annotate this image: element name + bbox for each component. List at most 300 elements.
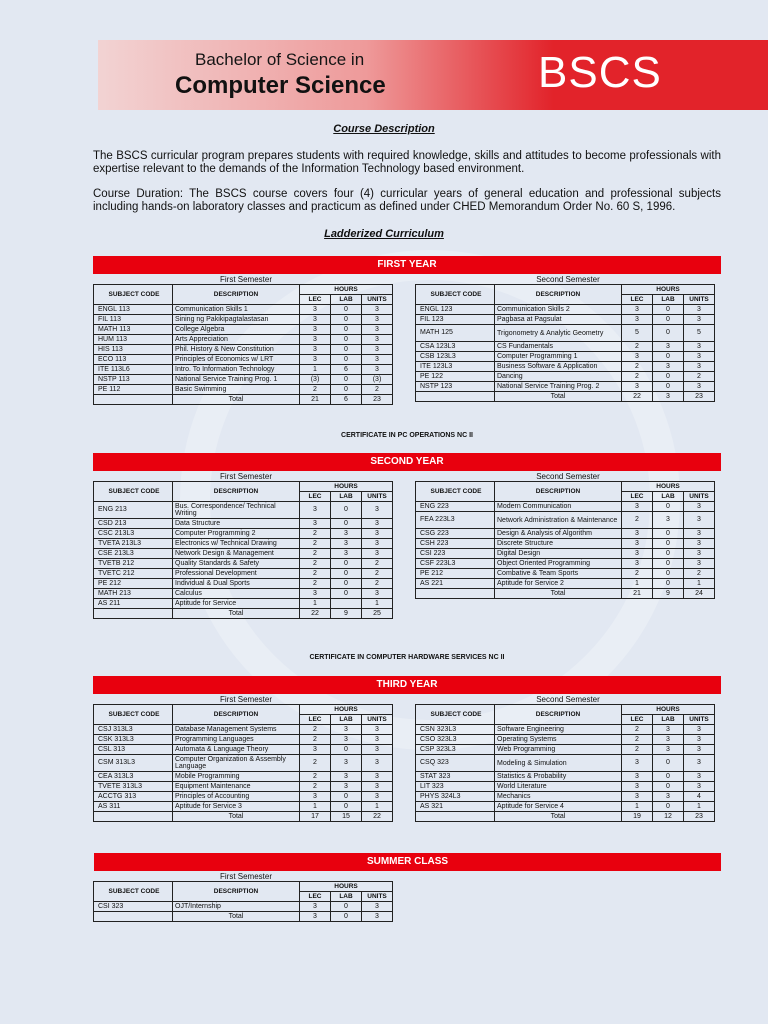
lab-hours: 0 (331, 315, 362, 325)
lab-hours: 3 (653, 745, 684, 755)
units: 3 (362, 355, 393, 365)
subject-code: HUM 113 (94, 335, 173, 345)
lec-hours: 2 (622, 342, 653, 352)
lec-hours: 2 (300, 735, 331, 745)
description-paragraph: The BSCS curricular program prepares students with required knowledge, skills and attitudes to become professionals with expertise relevant to the demands of the Information Technology based environment. (93, 150, 721, 175)
lab-hours: 0 (331, 375, 362, 385)
units: 3 (684, 512, 715, 529)
units: 3 (684, 352, 715, 362)
units-header: UNITS (362, 715, 393, 725)
subject-code: ACCTG 313 (94, 792, 173, 802)
table-row (94, 315, 393, 325)
lec-hours: 3 (622, 352, 653, 362)
units: 2 (362, 385, 393, 395)
lec-hours: 3 (622, 549, 653, 559)
lab-hours: 0 (653, 382, 684, 392)
lab-hours: 0 (331, 792, 362, 802)
subject-code: CSH 223 (416, 539, 495, 549)
subject-code: CSO 323L3 (416, 735, 495, 745)
subject-description: Aptitude for Service 3 (173, 802, 300, 812)
table-row (94, 599, 393, 609)
table-row (94, 549, 393, 559)
subject-code: FIL 113 (94, 315, 173, 325)
lec-hours: 2 (622, 362, 653, 372)
table-row (94, 345, 393, 355)
units: (3) (362, 375, 393, 385)
total-spacer (94, 912, 173, 922)
lab-hours: 3 (331, 755, 362, 772)
lec-hours: 2 (300, 755, 331, 772)
table-row (94, 735, 393, 745)
subject-code: TVETB 212 (94, 559, 173, 569)
lab-hours: 0 (653, 549, 684, 559)
lab-hours: 0 (331, 559, 362, 569)
banner-subtitle: Bachelor of Science in (195, 50, 365, 69)
lab-hours: 0 (331, 345, 362, 355)
table-row (94, 539, 393, 549)
subject-description: National Service Training Prog. 1 (173, 375, 300, 385)
lab-header: LAB (331, 715, 362, 725)
description-header: DESCRIPTION (173, 285, 300, 305)
units: 3 (684, 782, 715, 792)
subject-description: Object Oriented Programming (495, 559, 622, 569)
table-row (416, 569, 715, 579)
total-units: 23 (362, 395, 393, 405)
subject-code: TVETE 313L3 (94, 782, 173, 792)
subject-code-header: SUBJECT CODE (94, 882, 173, 902)
hours-header: HOURS (300, 285, 393, 295)
first-semester-label: First Semester (219, 872, 272, 881)
subject-description: Intro. To Information Technology (173, 365, 300, 375)
lec-hours: 3 (300, 902, 331, 912)
lab-hours: 0 (331, 305, 362, 315)
subject-description: Principles of Accounting (173, 792, 300, 802)
total-label: Total (173, 395, 300, 405)
subject-description: OJT/Internship (173, 902, 300, 912)
units: 4 (684, 792, 715, 802)
units-header: UNITS (362, 295, 393, 305)
first-semester-label: First Semester (219, 695, 272, 704)
lec-hours: 3 (622, 772, 653, 782)
subject-code: CSI 223 (416, 549, 495, 559)
lab-header: LAB (653, 295, 684, 305)
lec-hours: 3 (300, 305, 331, 315)
subject-description: Modeling & Simulation (495, 755, 622, 772)
units-header: UNITS (362, 492, 393, 502)
units: 3 (362, 539, 393, 549)
lec-hours: 2 (622, 512, 653, 529)
table-row (94, 305, 393, 315)
subject-code: CSB 123L3 (416, 352, 495, 362)
subject-code: CEA 313L3 (94, 772, 173, 782)
table-row (416, 792, 715, 802)
lec-hours: 2 (622, 372, 653, 382)
lab-header: LAB (331, 295, 362, 305)
lab-hours: 0 (653, 802, 684, 812)
subject-description: Statistics & Probability (495, 772, 622, 782)
lec-hours: 3 (622, 529, 653, 539)
subject-description: CS Fundamentals (495, 342, 622, 352)
total-units: 24 (684, 589, 715, 599)
subject-code: ENGL 113 (94, 305, 173, 315)
total-row (94, 912, 393, 922)
subject-description: Data Structure (173, 519, 300, 529)
lab-hours: 0 (331, 325, 362, 335)
lab-hours: 3 (653, 342, 684, 352)
lec-hours: 2 (622, 725, 653, 735)
lec-hours: 2 (300, 559, 331, 569)
table-row (94, 902, 393, 912)
lab-hours: 0 (653, 305, 684, 315)
subject-description: Web Programming (495, 745, 622, 755)
lec-hours: 2 (622, 735, 653, 745)
subject-description: Professional Development (173, 569, 300, 579)
lab-hours: 0 (331, 589, 362, 599)
lab-hours: 0 (331, 902, 362, 912)
lab-hours: 0 (331, 569, 362, 579)
total-row (94, 609, 393, 619)
lab-hours: 0 (653, 502, 684, 512)
subject-description: National Service Training Prog. 2 (495, 382, 622, 392)
table-row (416, 782, 715, 792)
table-row (416, 362, 715, 372)
subject-code: TVETC 212 (94, 569, 173, 579)
subject-description: Aptitude for Service (173, 599, 300, 609)
units: 3 (362, 519, 393, 529)
total-units: 3 (362, 912, 393, 922)
lec-hours: 3 (622, 755, 653, 772)
subject-code: AS 211 (94, 599, 173, 609)
total-spacer (94, 812, 173, 822)
table-row (94, 579, 393, 589)
units: 2 (362, 559, 393, 569)
subject-description: Network Administration & Maintenance (495, 512, 622, 529)
units: 3 (362, 549, 393, 559)
subject-description: Basic Swimming (173, 385, 300, 395)
lec-hours: 2 (300, 539, 331, 549)
subject-code: ITE 113L6 (94, 365, 173, 375)
table-row (94, 569, 393, 579)
subject-code: PE 212 (416, 569, 495, 579)
lec-hours: 2 (300, 549, 331, 559)
table-row (94, 782, 393, 792)
total-row (416, 589, 715, 599)
subject-description: Communication Skills 1 (173, 305, 300, 315)
subject-code: NSTP 113 (94, 375, 173, 385)
subject-description: Network Design & Management (173, 549, 300, 559)
subject-code: ENG 213 (94, 502, 173, 519)
lab-hours: 3 (331, 772, 362, 782)
total-spacer (416, 812, 495, 822)
units: 1 (362, 802, 393, 812)
total-label: Total (495, 812, 622, 822)
total-label: Total (173, 912, 300, 922)
units: 3 (362, 772, 393, 782)
total-units: 23 (684, 812, 715, 822)
subject-description: Programming Languages (173, 735, 300, 745)
subject-description: Modern Communication (495, 502, 622, 512)
lab-hours: 3 (331, 529, 362, 539)
units: 3 (684, 725, 715, 735)
subject-code: CSJ 313L3 (94, 725, 173, 735)
lab-hours: 0 (331, 745, 362, 755)
subject-description: Sining ng Pakikipagtalastasan (173, 315, 300, 325)
subject-description: Design & Analysis of Algorithm (495, 529, 622, 539)
lec-hours: 2 (300, 579, 331, 589)
subject-description: Operating Systems (495, 735, 622, 745)
lab-hours: 3 (653, 512, 684, 529)
hours-header: HOURS (622, 705, 715, 715)
table-row (416, 755, 715, 772)
hours-header: HOURS (622, 482, 715, 492)
units: 3 (362, 589, 393, 599)
table-row (416, 772, 715, 782)
subject-code: CSF 223L3 (416, 559, 495, 569)
lab-hours: 6 (331, 365, 362, 375)
table-row (416, 315, 715, 325)
lec-hours: 3 (622, 502, 653, 512)
lab-hours: 3 (653, 725, 684, 735)
lec-hours: 1 (622, 802, 653, 812)
description-header: DESCRIPTION (173, 705, 300, 725)
subject-description: Automata & Language Theory (173, 745, 300, 755)
description-header: DESCRIPTION (495, 705, 622, 725)
subject-code: CSA 123L3 (416, 342, 495, 352)
lec-header: LEC (622, 492, 653, 502)
lec-hours: 3 (622, 782, 653, 792)
table-row (94, 802, 393, 812)
units: 3 (362, 345, 393, 355)
units: 2 (684, 569, 715, 579)
table-row (416, 372, 715, 382)
subject-code: CSN 323L3 (416, 725, 495, 735)
total-lab: 12 (653, 812, 684, 822)
lec-header: LEC (300, 892, 331, 902)
lab-hours: 0 (653, 782, 684, 792)
lec-hours: 3 (622, 792, 653, 802)
table-row (94, 325, 393, 335)
subject-code: CSG 223 (416, 529, 495, 539)
units: 3 (684, 539, 715, 549)
total-row (94, 812, 393, 822)
table-row (94, 589, 393, 599)
units: 3 (684, 529, 715, 539)
lab-hours: 0 (653, 772, 684, 782)
subject-code: AS 311 (94, 802, 173, 812)
units: 3 (362, 325, 393, 335)
table-row (416, 745, 715, 755)
subject-description: Aptitude for Service 4 (495, 802, 622, 812)
units: 1 (684, 802, 715, 812)
course-table (415, 284, 715, 402)
total-units: 22 (362, 812, 393, 822)
total-units: 25 (362, 609, 393, 619)
description-header: DESCRIPTION (495, 285, 622, 305)
subject-description: Discrete Structure (495, 539, 622, 549)
subject-code: LIT 323 (416, 782, 495, 792)
hours-header: HOURS (622, 285, 715, 295)
subject-code: CSQ 323 (416, 755, 495, 772)
lab-header: LAB (653, 715, 684, 725)
subject-code: CSM 313L3 (94, 755, 173, 772)
total-units: 23 (684, 392, 715, 402)
subject-code: TVETA 213L3 (94, 539, 173, 549)
banner-abbreviation: BSCS (538, 48, 662, 97)
lec-hours: 3 (300, 345, 331, 355)
lab-hours: 3 (331, 549, 362, 559)
total-lec: 19 (622, 812, 653, 822)
units: 3 (684, 559, 715, 569)
second-semester-label: Second Semester (536, 472, 600, 481)
first-semester-label: First Semester (219, 472, 272, 481)
lec-header: LEC (622, 715, 653, 725)
total-row (416, 392, 715, 402)
lec-hours: (3) (300, 375, 331, 385)
total-lec: 21 (300, 395, 331, 405)
table-row (416, 539, 715, 549)
certificate-label: CERTIFICATE IN COMPUTER HARDWARE SERVICES NC II (309, 654, 505, 661)
subject-code: PHYS 324L3 (416, 792, 495, 802)
table-row (94, 745, 393, 755)
lab-hours: 0 (331, 335, 362, 345)
subject-description: Individual & Dual Sports (173, 579, 300, 589)
lab-header: LAB (331, 892, 362, 902)
subject-code: HIS 113 (94, 345, 173, 355)
subject-description: Computer Organization & Assembly Language (173, 755, 300, 772)
units: 3 (362, 782, 393, 792)
total-lec: 21 (622, 589, 653, 599)
table-row (94, 792, 393, 802)
units: 3 (362, 725, 393, 735)
total-spacer (416, 392, 495, 402)
subject-description: Arts Appreciation (173, 335, 300, 345)
lec-hours: 3 (300, 519, 331, 529)
subject-code: CSL 313 (94, 745, 173, 755)
course-description-heading: Course Description (333, 123, 435, 135)
lab-hours: 0 (331, 385, 362, 395)
subject-description: Software Engineering (495, 725, 622, 735)
subject-code-header: SUBJECT CODE (94, 482, 173, 502)
subject-description: Pagbasa at Pagsulat (495, 315, 622, 325)
table-row (416, 802, 715, 812)
table-row (94, 375, 393, 385)
subject-code: STAT 323 (416, 772, 495, 782)
lec-hours: 3 (300, 355, 331, 365)
course-table (415, 481, 715, 599)
table-row (416, 502, 715, 512)
lab-hours: 0 (331, 502, 362, 519)
units: 2 (362, 569, 393, 579)
subject-code: NSTP 123 (416, 382, 495, 392)
total-lec: 3 (300, 912, 331, 922)
lec-hours: 2 (300, 772, 331, 782)
lab-hours: 0 (331, 355, 362, 365)
course-table (415, 704, 715, 822)
lec-hours: 3 (300, 502, 331, 519)
table-row (416, 579, 715, 589)
lec-hours: 3 (300, 325, 331, 335)
hours-header: HOURS (300, 482, 393, 492)
course-table (93, 704, 393, 822)
lec-hours: 3 (622, 539, 653, 549)
units-header: UNITS (684, 492, 715, 502)
total-spacer (94, 609, 173, 619)
subject-code-header: SUBJECT CODE (94, 705, 173, 725)
subject-code: FIL 123 (416, 315, 495, 325)
lab-hours: 0 (653, 325, 684, 342)
subject-code: MATH 125 (416, 325, 495, 342)
table-row (416, 725, 715, 735)
subject-code-header: SUBJECT CODE (416, 285, 495, 305)
second-semester-label: Second Semester (536, 275, 600, 284)
units: 3 (362, 335, 393, 345)
lec-header: LEC (300, 492, 331, 502)
subject-code: CSP 323L3 (416, 745, 495, 755)
lab-hours: 0 (653, 539, 684, 549)
table-row (94, 529, 393, 539)
lec-hours: 3 (300, 792, 331, 802)
lab-hours: 0 (653, 579, 684, 589)
subject-code: PE 212 (94, 579, 173, 589)
total-lab: 15 (331, 812, 362, 822)
table-row (416, 325, 715, 342)
subject-code: AS 221 (416, 579, 495, 589)
lec-hours: 2 (300, 725, 331, 735)
lec-hours: 2 (622, 745, 653, 755)
second-semester-label: Second Semester (536, 695, 600, 704)
lab-hours: 0 (331, 519, 362, 529)
units: 3 (362, 529, 393, 539)
lec-hours: 3 (622, 559, 653, 569)
ladderized-heading: Ladderized Curriculum (324, 228, 444, 240)
table-row (94, 502, 393, 519)
subject-code: MATH 113 (94, 325, 173, 335)
lab-hours: 0 (653, 529, 684, 539)
lab-header: LAB (653, 492, 684, 502)
total-lab: 6 (331, 395, 362, 405)
subject-description: Mobile Programming (173, 772, 300, 782)
units: 3 (684, 502, 715, 512)
subject-description: Computer Programming 1 (495, 352, 622, 362)
table-row (416, 352, 715, 362)
lec-hours: 2 (300, 569, 331, 579)
table-row (94, 772, 393, 782)
subject-code: MATH 213 (94, 589, 173, 599)
subject-code: CSC 213L3 (94, 529, 173, 539)
units: 3 (684, 549, 715, 559)
lec-header: LEC (300, 295, 331, 305)
total-spacer (416, 589, 495, 599)
table-row (94, 559, 393, 569)
subject-code: CSE 213L3 (94, 549, 173, 559)
subject-description: Combative & Team Sports (495, 569, 622, 579)
units-header: UNITS (362, 892, 393, 902)
lec-hours: 3 (622, 315, 653, 325)
units: 3 (684, 305, 715, 315)
course-table (93, 881, 393, 922)
table-row (416, 305, 715, 315)
lab-hours: 0 (653, 559, 684, 569)
lec-hours: 2 (300, 782, 331, 792)
description-header: DESCRIPTION (173, 882, 300, 902)
units: 3 (362, 902, 393, 912)
lab-hours: 0 (653, 569, 684, 579)
subject-code: PE 112 (94, 385, 173, 395)
lec-hours: 2 (300, 529, 331, 539)
lab-hours: 0 (331, 579, 362, 589)
total-row (416, 812, 715, 822)
subject-code-header: SUBJECT CODE (416, 705, 495, 725)
